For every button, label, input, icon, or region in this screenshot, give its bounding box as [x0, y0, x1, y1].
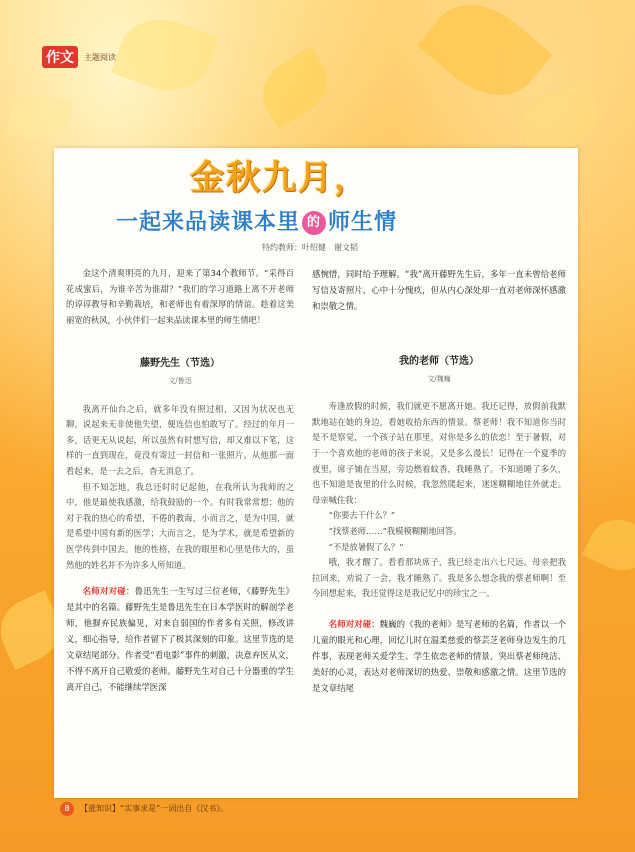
subtitle-part-1: 一起来品读课本里 [116, 210, 301, 235]
leaf-decoration [111, 7, 220, 104]
section2-paragraph: 寿逢放假的时候，我们就更不愿离开她。我还记得，放假前我默默地站在她的身边，看她收拾东西的情景。蔡老师！我不知道你当时是不是察觉，一个孩子站在那里，对你是多么的依恋！至于暑假，对于一个喜欢他的老师的孩子来说，又是多么漫长！记得在一个夏季的夜里，席子铺在当屋，旁边燃着蚊香，我睡熟了。不知道睡了多久，也不知道是夜里的什么时候，我忽然爬起来，迷迷糊糊地往外就走。母亲喊住我： [312, 401, 566, 505]
comment-label: 名师对对碰： [82, 586, 135, 597]
intro-paragraph: 金这个清爽明亮的九月，迎来了第34个教师节。“采得百花成蜜后，为谁辛苦为谁甜？”我们的学习道路上离不开老师的谆谆教导和辛勤栽培，和老师也有着深厚的情谊。趁着这美丽宽的秋风，小伙伴们一起来品读课本里的师生情吧！ [66, 268, 294, 325]
masthead-logo: 作文 [42, 46, 78, 68]
section1-comment [66, 583, 294, 695]
article-subtitle [116, 205, 397, 236]
masthead-caption: 主题阅读 [84, 52, 116, 62]
leaf-decoration [7, 90, 74, 145]
comment-text: 魏巍的《我的老师》是写老师的名篇，作者以一个儿童的眼光和心理，回忆儿时在温柔慈爱的蔡芸芝老师身边发生的几件事，表现老师关爱学生、学生依恋老师的情景，突出蔡老师纯洁、美好的心灵，表达对老师深切的热爱、崇敬和感激之情。这里节选的是文章结尾 [312, 618, 567, 693]
masthead [42, 46, 116, 68]
section2-title: 我的老师（节选） [399, 356, 479, 367]
right-column [312, 266, 566, 696]
section2-paragraph: “找蔡老师……”我模模糊糊地回答。 [328, 525, 462, 536]
section1-paragraph: 我离开仙台之后，就多年没有照过相，又因为状况也无聊，说起来无非使他失望，便连信也怕敢写了。经过的年月一多，话更无从说起，所以虽然有时想写信，却又难以下笔，这样的一直到现在，竟没有寄过一封信和一张照片。从他那一面看起来，是一去之后，杳无消息了。 [66, 403, 294, 476]
page-footer [60, 802, 228, 816]
comment-text: 鲁迅先生一生写过三位老师，《藤野先生》是其中的名篇。藤野先生是鲁迅先生在日本学医时的解剖学老师，他摒弃民族偏见，对来自弱国的作者多有关照，修改讲义，细心指导，给作者留下了极其深刻的印象。这里节选的是文章结尾部分。作者受“看电影”事件的刺激，决意弃医从文，不得不离开自己敬爱的老师。藤野先生对自己十分器重的学生离开自己，不能继续学医深 [66, 586, 295, 693]
section1-author: 文/鲁迅 [168, 376, 192, 385]
section1-comment-continued: 感惋惜，同时给予理解。“我”离开藤野先生后，多年一直未曾给老师写信及寄照片，心中十分愧疚，但从内心深处却一直对老师深怀感激和崇敬之情。 [312, 269, 566, 311]
comment-label: 名师对对碰： [328, 618, 380, 629]
section1-paragraph: 但不知怎地，我总还时时记起他，在我所认为我师的之中，他是最使我感激，给我鼓励的一个。有时我常常想：他的对于我的热心的希望，不倦的教诲，小而言之，是为中国，就是希望中国有新的医学；大而言之，是为学术，就是希望新的医学传到中国去。他的性格，在我的眼里和心里是伟大的，虽然他的姓名并不为许多人所知道。 [66, 481, 294, 570]
section2-paragraph: “你要去干什么？” [328, 510, 396, 521]
section2-comment [312, 616, 566, 696]
leaf-decoration [251, 46, 339, 129]
guest-teachers: 特约教师：叶绍健 谢文韬 [262, 243, 358, 252]
leaf-decoration [582, 510, 635, 581]
subtitle-part-2: 师生情 [328, 210, 398, 235]
subtitle-de-badge: 的 [302, 211, 326, 235]
section2-author: 文/魏巍 [427, 374, 451, 383]
left-column [66, 266, 294, 695]
section2-paragraph: “不是放暑假了么？” [328, 541, 404, 552]
section2-paragraph: 哦，我才醒了。看看那块席子，我已经走出六七尺远。母亲把我拉回来，劝说了一会，我才睡熟了。我是多么想念我的蔡老师啊！至今回想起来，我还觉得这是我记忆中的珍宝之一。 [312, 557, 566, 599]
section1-title: 藤野先生（节选） [140, 358, 220, 370]
page-number: 8 [60, 802, 74, 816]
article-title: 金秋九月， [190, 158, 370, 198]
footer-tip: 【涨知识】“实事求是”一词出自《汉书》。 [80, 804, 229, 813]
leaf-decoration [417, 0, 553, 116]
